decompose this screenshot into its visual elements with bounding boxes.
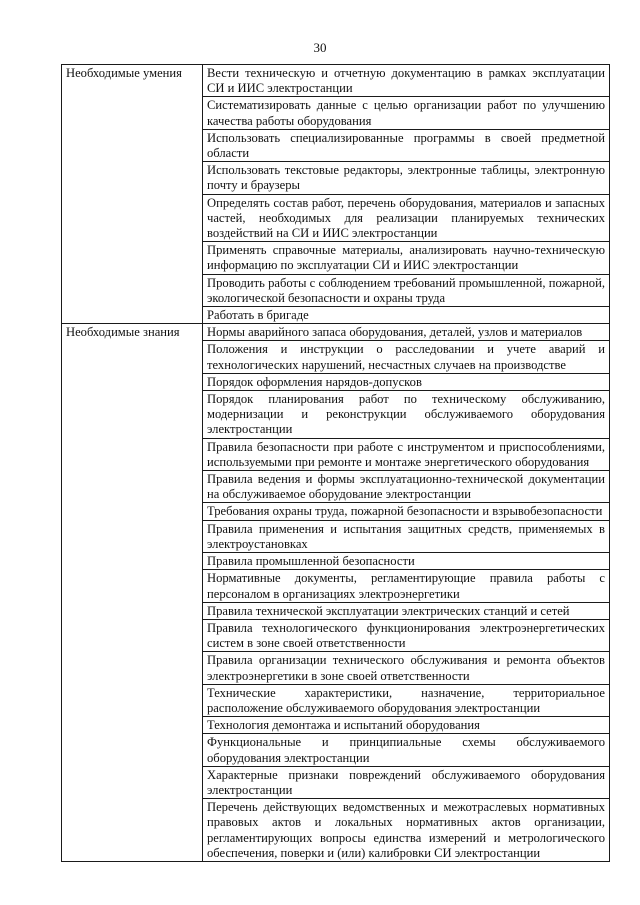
knowledge-item: Правила ведения и формы эксплуатационно-технической документации на обслуживаемое оборудование электростанции [203, 471, 610, 503]
skill-item: Применять справочные материалы, анализировать научно-техническую информацию по эксплуатации СИ и ИИС электростанции [203, 242, 610, 274]
skill-item: Систематизировать данные с целью организации работ по улучшению качества работы оборудования [203, 97, 610, 129]
knowledge-item: Характерные признаки повреждений обслуживаемого оборудования электростанции [203, 766, 610, 798]
knowledge-item: Правила технической эксплуатации электрических станций и сетей [203, 602, 610, 619]
knowledge-item: Положения и инструкции о расследовании и учете аварий и технологических нарушений, несчастных случаев на производстве [203, 341, 610, 373]
knowledge-item: Правила применения и испытания защитных средств, применяемых в электроустановках [203, 520, 610, 552]
table-row [62, 65, 610, 97]
knowledge-item: Порядок планирования работ по техническому обслуживанию, модернизации и реконструкции обслуживаемого оборудования электростанции [203, 391, 610, 439]
skill-item: Определять состав работ, перечень оборудования, материалов и запасных частей, необходимых для реализации планируемых технических воздействий на СИ и ИИС электростанции [203, 194, 610, 242]
knowledge-item: Правила технологического функционирования электроэнергетических систем в зоне своей ответственности [203, 619, 610, 651]
page-number: 30 [313, 40, 327, 55]
skill-item: Проводить работы с соблюдением требований промышленной, пожарной, экологической безопасности и охраны труда [203, 274, 610, 306]
knowledge-item: Нормы аварийного запаса оборудования, деталей, узлов и материалов [203, 324, 610, 341]
knowledge-item: Технология демонтажа и испытаний оборудования [203, 717, 610, 734]
knowledge-item: Правила промышленной безопасности [203, 553, 610, 570]
knowledge-item: Требования охраны труда, пожарной безопасности и взрывобезопасности [203, 503, 610, 520]
skill-item: Работать в бригаде [203, 307, 610, 324]
knowledge-item: Правила организации технического обслуживания и ремонта объектов электроэнергетики в зоне своей ответственности [203, 652, 610, 684]
knowledge-item: Нормативные документы, регламентирующие правила работы с персоналом в организациях электроэнергетики [203, 570, 610, 602]
section-label-knowledge: Необходимые знания [62, 324, 203, 862]
skill-item: Вести техническую и отчетную документацию в рамках эксплуатации СИ и ИИС электростанции [203, 65, 610, 97]
section-label-skills: Необходимые умения [62, 65, 203, 324]
knowledge-item: Правила безопасности при работе с инструментом и приспособлениями, используемыми при ремонте и монтаже энергетического оборудования [203, 438, 610, 470]
knowledge-item: Порядок оформления нарядов-допусков [203, 373, 610, 390]
skill-item: Использовать текстовые редакторы, электронные таблицы, электронную почту и браузеры [203, 162, 610, 194]
knowledge-item: Перечень действующих ведомственных и межотраслевых нормативных правовых актов и локальных нормативных актов организации, регламентирующих вопросы единства измерений и метрологического обеспечения, поверки и (или) калибровки СИ электростанции [203, 799, 610, 862]
table-row [62, 324, 610, 341]
skill-item: Использовать специализированные программы в своей предметной области [203, 129, 610, 161]
knowledge-item: Функциональные и принципиальные схемы обслуживаемого оборудования электростанции [203, 734, 610, 766]
knowledge-item: Технические характеристики, назначение, территориальное расположение обслуживаемого оборудования электростанции [203, 684, 610, 716]
requirements-table [61, 64, 610, 862]
